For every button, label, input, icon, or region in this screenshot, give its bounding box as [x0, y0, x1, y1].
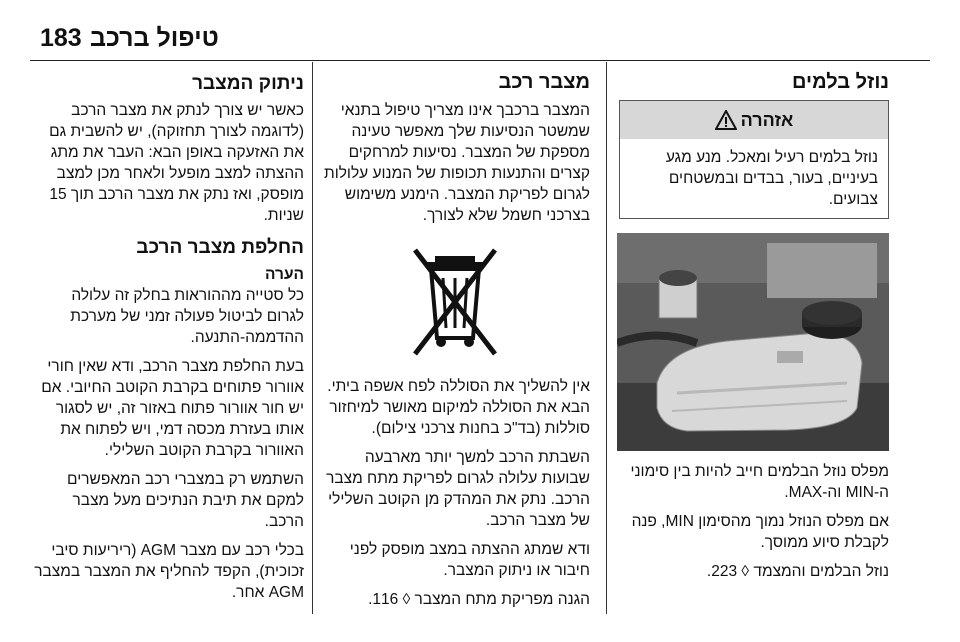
- column-battery-disconnect: [33, 62, 304, 611]
- running-title: טיפול ברכב: [90, 24, 219, 52]
- battery-disposal-text: אין להשליך את הסוללה לפח אשפה ביתי. הבא את הסוללה למיקום מאושר למיחזור סוללות (בד"כ בחנות צרכני צילום).: [327, 378, 590, 437]
- brake-fluid-level-text: מפלס נוזל הבלמים חייב להיות בין סימוני ה-MIN וה-MAX.: [630, 463, 889, 501]
- battery-intro-text: המצבר ברכבך אינו מצריך טיפול בתנאי שמשטר הנסיעות שלך מאפשר טעינה מספקת של המצבר. נסיעות למרחקים קצרים והתנעות תכופות של המנוע עלולות לגרום לפריקת המצבר. הימנע משימוש בצרכני חשמל שלא לצורך.: [323, 102, 590, 224]
- column-divider: [606, 62, 607, 614]
- page-number: 183: [40, 24, 82, 52]
- section-title: ניתוק המצבר: [192, 73, 304, 94]
- battery-reference: הגנה מפריקת מתח המצבר ◊ 116.: [368, 591, 590, 608]
- column-battery: [320, 62, 590, 618]
- section-title: החלפת מצבר הרכב: [136, 237, 304, 258]
- replacement-fusebox-text: השתמש רק במצברי רכב המאפשרים למקם את תיבת הנתיכים מעל מצבר הרכב.: [67, 471, 304, 530]
- brake-fluid-low-text: אם מפלס הנוזל נמוך מהסימון MIN, פנה לקבלת סיוע ממוסך.: [631, 513, 889, 551]
- crossed-out-bin-icon: [405, 242, 505, 362]
- section-title: מצבר רכב: [498, 71, 590, 93]
- note-label: הערה: [265, 266, 304, 283]
- page-header: [0, 0, 960, 62]
- replacement-vent-text: בעת החלפת מצבר הרכב, ודא שאין חורי אוורור פתוחים בקרבת הקוטב החיובי. אם יש חור אוורור פתוח באזור זה, יש לסגור אותו בעזרת מכסה דמי, ויש לפתוח את האוורור בקרבת הקוטב השלילי.: [41, 358, 304, 459]
- disconnect-text: כאשר יש צורך לנתק את מצבר הרכב (לדוגמה לצורך תחזוקה), יש להשבית גם את האזעקה באופן הבא: העבר את מתג ההצתה למצב מופעל ולאחר מכן למצב מופסק, ואז נתק את מצבר הרכב תוך 15 שניות.: [49, 102, 304, 224]
- warning-text: נוזל בלמים רעיל ומאכל. מנע מגע בעיניים, בעור, בבדים ובמשטחים צבועים.: [665, 149, 878, 208]
- header-divider: [30, 60, 930, 61]
- warning-header: [620, 101, 888, 139]
- section-title: נוזל בלמים: [792, 71, 889, 93]
- replacement-agm-text: בכלי רכב עם מצבר AGM (ריריעות סיבי זכוכית), הקפד להחליף את המצבר במצבר AGM אחר.: [34, 542, 304, 601]
- warning-title: אזהרה: [740, 109, 794, 130]
- warning-triangle-icon: [715, 110, 737, 130]
- column-brake-fluid: [617, 62, 889, 590]
- brake-fluid-reference: נוזל הבלמים והמצמד ◊ 223.: [706, 563, 889, 580]
- battery-ignition-text: ודא שמתג ההצתה במצב מופסק לפני חיבור או ניתוק המצבר.: [349, 541, 590, 579]
- warning-box: [619, 100, 889, 219]
- note-body: כל סטייה מההוראות בחלק זה עלולה לגרום לביטול פעולה זמני של מערכת ההדממה-התנעה.: [70, 287, 304, 346]
- engine-bay-photo: [617, 233, 889, 451]
- column-divider: [312, 62, 313, 614]
- battery-storage-text: השבתת הרכב למשך יותר מארבעה שבועות עלולה לגרום לפריקת מתח מצבר הרכב. נתק את המהדק מן הקוטב השלילי של מצבר הרכב.: [326, 449, 590, 529]
